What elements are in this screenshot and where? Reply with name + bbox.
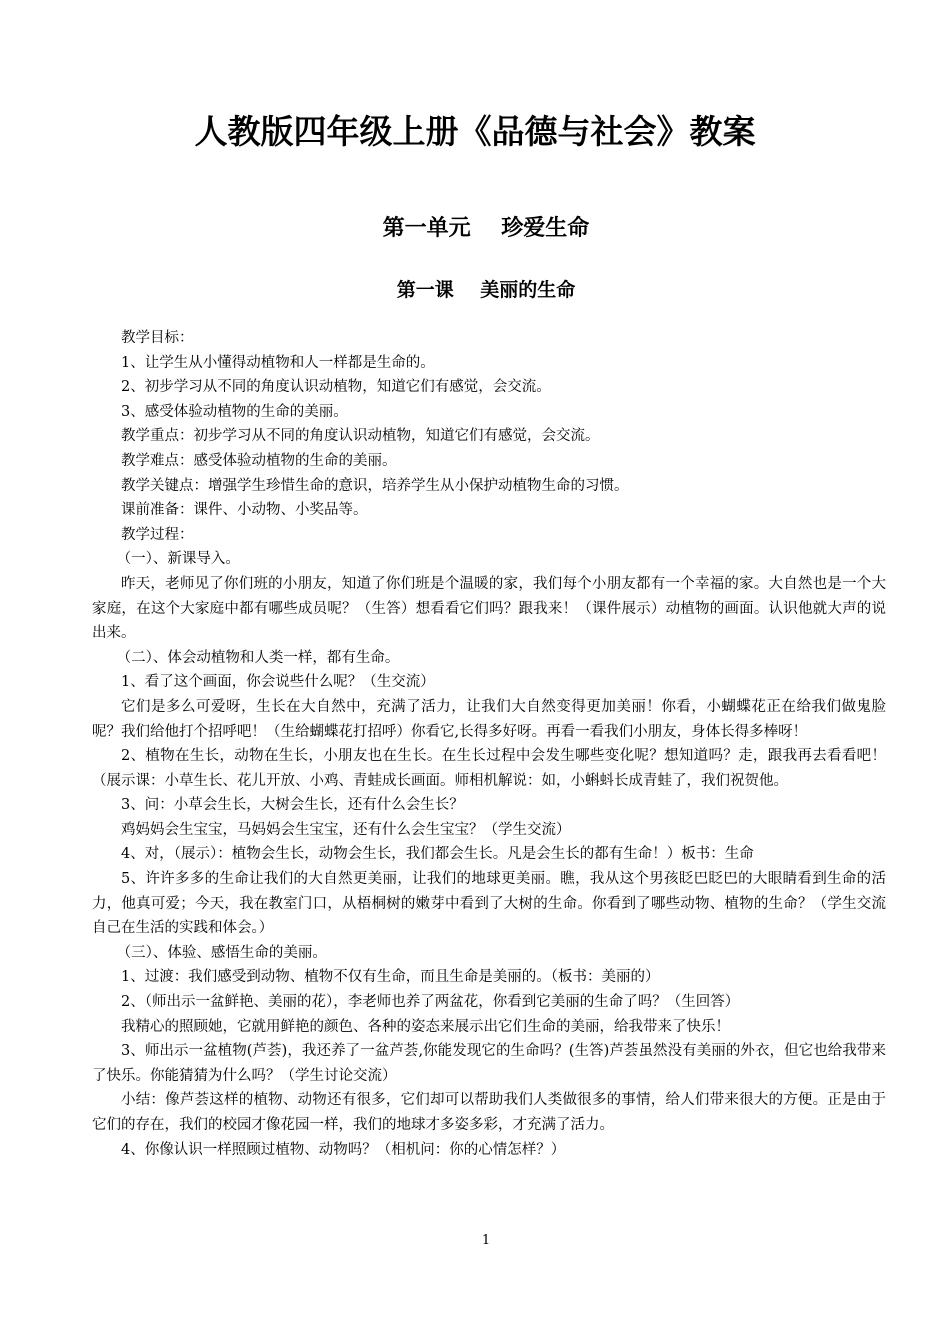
paragraph: 教学过程： bbox=[121, 526, 194, 543]
paragraph: 1、让学生从小懂得动植物和人一样都是生命的。 bbox=[121, 354, 435, 371]
lesson-body bbox=[92, 326, 886, 1162]
paragraph: 4、对，（展示）：植物会生长，动物会生长，我们都会生长。凡是会生长的都有生命！）板书：生命 bbox=[121, 846, 754, 863]
paragraph: 教学重点：初步学习从不同的角度认识动植物，知道它们有感觉，会交流。 bbox=[121, 428, 600, 445]
paragraph: 2、植物在生长，动物在生长，小朋友也在生长。在生长过程中会发生哪些变化呢？想知道吗？走，跟我再去看看吧！（展示课：小草生长、花儿开放、小鸡、青蛙成长画面。师相机解说：如，小蝌蚪长成青蛙了，我们祝贺他。 bbox=[92, 748, 886, 789]
unit-heading: 第一单元 珍爱生命 bbox=[382, 216, 590, 241]
paragraph: 教学目标： bbox=[121, 330, 194, 346]
paragraph: 它们是多么可爱呀，生长在大自然中，充满了活力，让我们大自然变得更加美丽！你看，小蝴蝶花正在给我们做鬼脸呢？我们给他打个招呼吧！（生给蝴蝶花打招呼）你看它,长得多好呀。再看一看我们小朋友，身体长得多棒呀！ bbox=[92, 698, 886, 740]
section-heading: （一）、新课导入。 bbox=[116, 551, 240, 568]
paragraph: 4、你像认识一样照顾过植物、动物吗？（相机问：你的心情怎样？） bbox=[121, 1141, 566, 1158]
paragraph: 教学难点：感受体验动植物的生命的美丽。 bbox=[121, 452, 397, 469]
paragraph: 3、师出示一盆植物(芦荟)，我还养了一盆芦荟,你能发现它的生命吗？(生答)芦荟虽然没有美丽的外衣，但它也给我带来了快乐。你能猜猜为什么吗？（学生讨论交流） bbox=[92, 1043, 886, 1084]
paragraph: 教学关键点：增强学生珍惜生命的意识，培养学生从小保护动植物生命的习惯。 bbox=[121, 477, 629, 494]
paragraph: 1、看了这个画面，你会说些什么呢？（生交流） bbox=[121, 674, 435, 691]
paragraph: 昨天，老师见了你们班的小朋友，知道了你们班是个温暖的家，我们每个小朋友都有一个幸福的家。大自然也是一个大家庭，在这个大家庭中都有哪些成员呢？（生答）想看看它们吗？跟我来！（课件展示）动植物的画面。认识他就大声的说出来。 bbox=[92, 575, 886, 642]
paragraph: 我精心的照顾她，它就用鲜艳的颜色、各种的姿态来展示出它们生命的美丽，给我带来了快乐！ bbox=[121, 1018, 730, 1035]
paragraph: 1、过渡：我们感受到动物、植物不仅有生命，而且生命是美丽的。（板书：美丽的） bbox=[121, 969, 660, 986]
paragraph: 课前准备：课件、小动物、小奖品等。 bbox=[121, 502, 368, 519]
paragraph: 小结：像芦荟这样的植物、动物还有很多，它们却可以帮助我们人类做很多的事情，给人们带来很大的方便。正是由于它们的存在，我们的校园才像花园一样，我们的地球才多姿多彩，才充满了活力。 bbox=[92, 1092, 886, 1133]
document-title: 人教版四年级上册《品德与社会》教案 bbox=[194, 112, 756, 151]
section-heading: （三）、体验、感悟生命的美丽。 bbox=[116, 944, 327, 961]
paragraph: 5、许许多多的生命让我们的大自然更美丽，让我们的地球更美丽。瞧，我从这个男孩眨巴眨巴的大眼睛看到生命的活力，他真可爱；今天，我在教室门口，从梧桐树的嫩芽中看到了大树的生命。你看到了哪些动物、植物的生命？（学生交流自己在生活的实践和体会。） bbox=[92, 871, 886, 937]
paragraph: 3、感受体验动植物的生命的美丽。 bbox=[121, 403, 348, 420]
lesson-heading: 第一课 美丽的生命 bbox=[396, 279, 576, 301]
paragraph: 3、问：小草会生长，大树会生长，还有什么会生长？ bbox=[121, 797, 464, 814]
section-heading: （二）、体会动植物和人类一样，都有生命。 bbox=[116, 649, 400, 666]
paragraph: 鸡妈妈会生宝宝，马妈妈会生宝宝，还有什么会生宝宝？（学生交流） bbox=[121, 821, 571, 838]
page-number: 1 bbox=[481, 1233, 491, 1248]
paragraph: 2、（师出示一盆鲜艳、美丽的花），李老师也养了两盆花，你看到它美丽的生命了吗？（生回答） bbox=[121, 994, 740, 1011]
paragraph: 2、初步学习从不同的角度认识动植物，知道它们有感觉，会交流。 bbox=[121, 379, 551, 396]
